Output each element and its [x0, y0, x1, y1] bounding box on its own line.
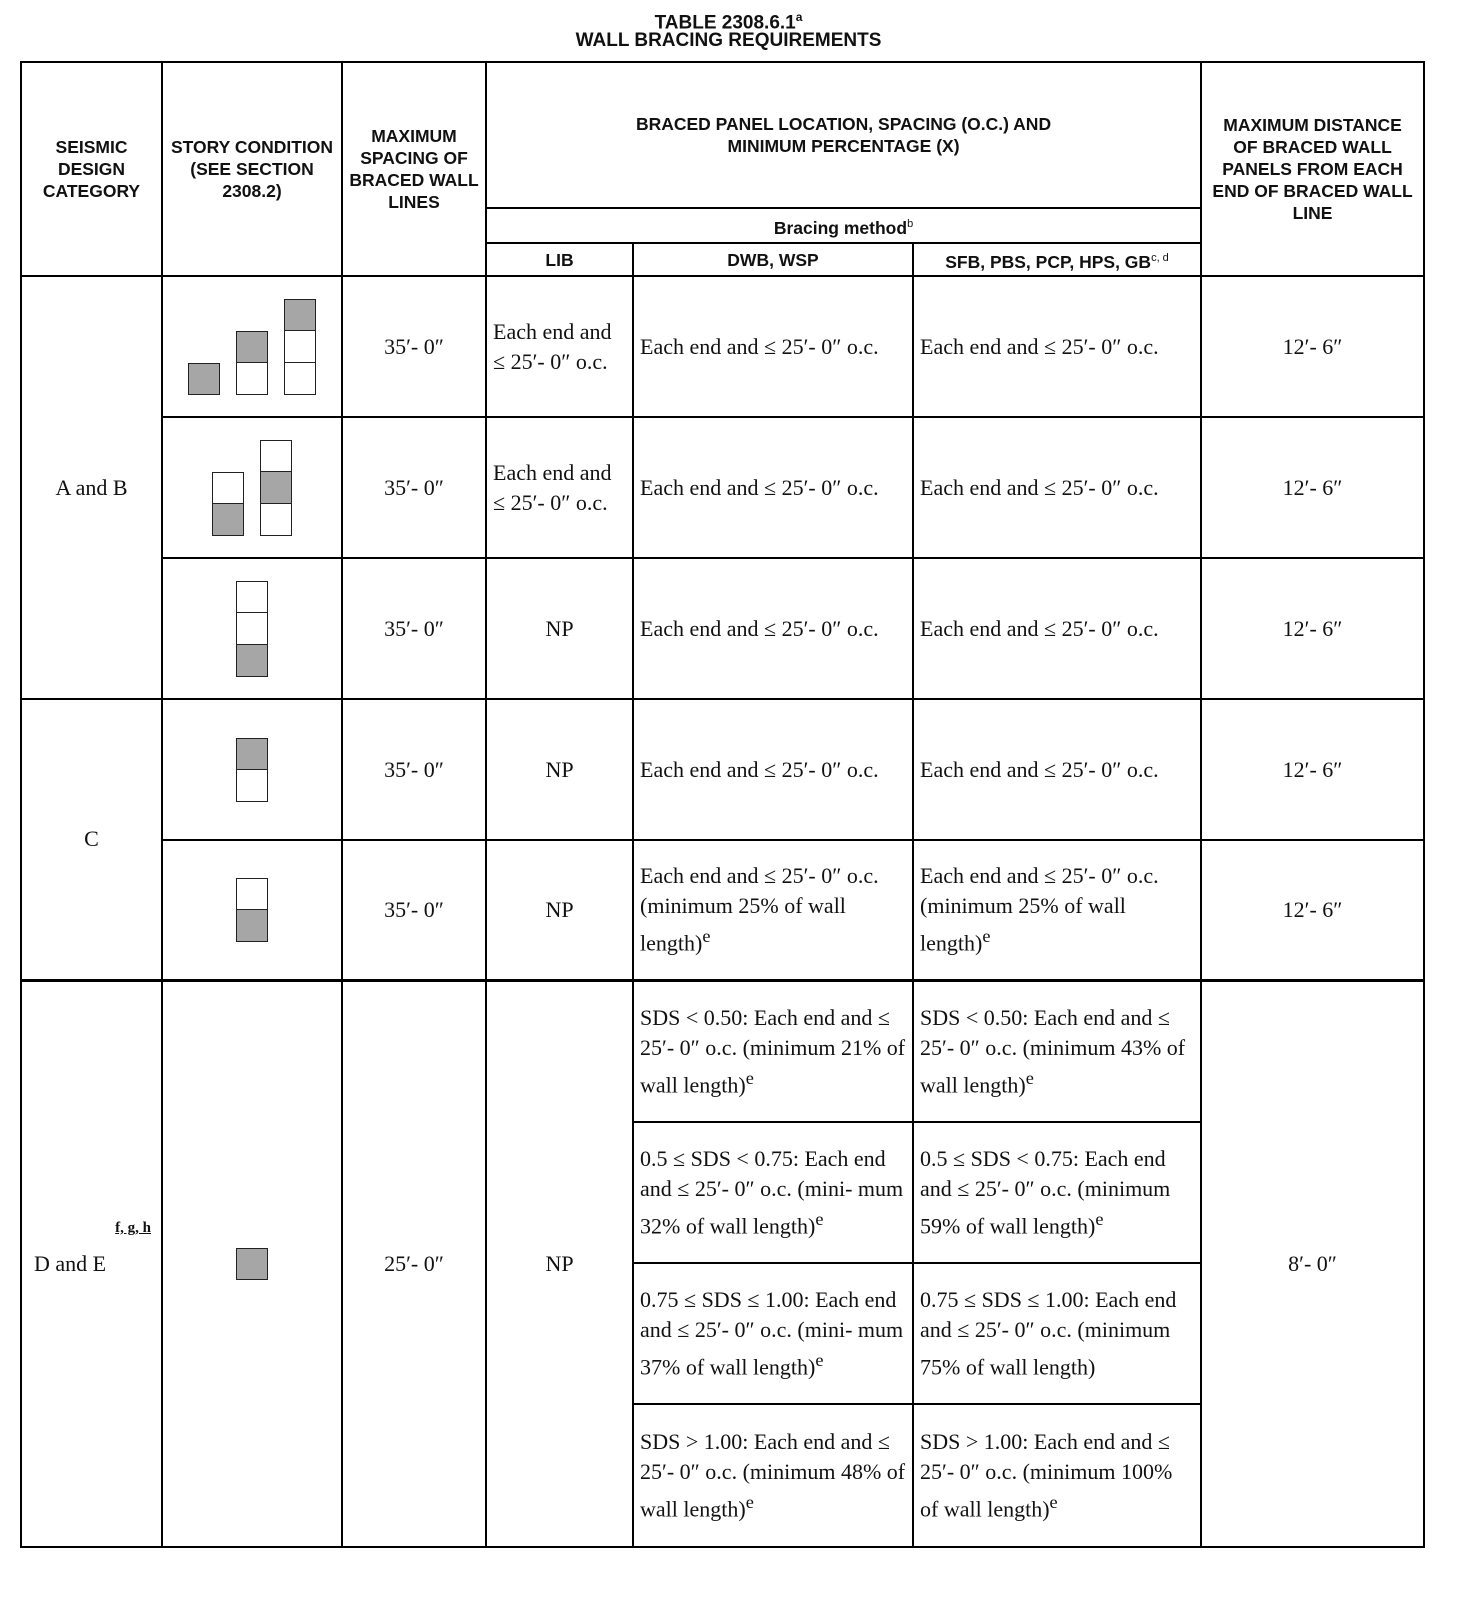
header-lib: LIB — [486, 243, 633, 276]
category-c: C — [21, 699, 162, 980]
wall-bracing-table — [20, 61, 1425, 1548]
bracing-method-label: Bracing method — [773, 217, 908, 238]
sfb-label: SFB, PBS, PCP, HPS, GB — [945, 251, 1152, 272]
story-one-floor-icon — [188, 363, 220, 395]
table-row — [21, 840, 1424, 980]
dwb-cell: Each end and ≤ 25′- 0″ o.c. — [633, 417, 913, 558]
sfb-cell — [913, 980, 1201, 1122]
sfb-footnote: c, d — [1151, 251, 1169, 264]
footnote-mark: e — [815, 1349, 824, 1370]
header-story-condition: STORY CONDITION (SEE SECTION 2308.2) — [162, 62, 342, 276]
category-a-and-b: A and B — [21, 276, 162, 699]
table-row — [21, 417, 1424, 558]
dwb-cell: Each end and ≤ 25′- 0″ o.c. — [633, 276, 913, 417]
footnote-mark: e — [815, 1208, 824, 1229]
story-condition-diagram — [162, 276, 342, 417]
dwb-text: Each end and ≤ 25′- 0″ o.c. (minimum 25% of wall length) — [640, 863, 879, 956]
dwb-text: 0.5 ≤ SDS < 0.75: Each end and ≤ 25′- 0″ o.c. (mini- mum 32% of wall length) — [640, 1145, 904, 1239]
story-two-floors-lower-icon — [212, 472, 244, 536]
story-two-floors-icon — [236, 331, 268, 395]
sfb-cell: Each end and ≤ 25′- 0″ o.c. — [913, 276, 1201, 417]
max-spacing-cell: 25′- 0″ — [342, 980, 486, 1547]
header-dwb-wsp: DWB, WSP — [633, 243, 913, 276]
header-seismic-category: SEISMIC DESIGN CATEGORY — [21, 62, 162, 276]
sfb-text: 0.75 ≤ SDS ≤ 1.00: Each end and ≤ 25′- 0″ o.c. (minimum 75% of wall length) — [920, 1286, 1177, 1380]
dwb-cell — [633, 1404, 913, 1547]
lib-cell: Each end and ≤ 25′- 0″ o.c. — [486, 276, 633, 417]
max-distance-cell: 12′- 6″ — [1201, 699, 1424, 840]
dwb-text: SDS > 1.00: Each end and ≤ 25′- 0″ o.c. (minimum 48% of wall length) — [640, 1428, 906, 1522]
category-footnotes: f, g, h — [115, 1219, 151, 1236]
max-spacing-cell: 35′- 0″ — [342, 558, 486, 699]
table-row — [21, 980, 1424, 1122]
story-condition-diagram — [162, 417, 342, 558]
lib-cell: NP — [486, 699, 633, 840]
dwb-cell — [633, 840, 913, 980]
max-distance-cell: 12′- 6″ — [1201, 417, 1424, 558]
header-braced-panel-location: BRACED PANEL LOCATION, SPACING (O.C.) AND MINIMUM PERCENTAGE (X) — [486, 62, 1201, 208]
max-distance-cell: 12′- 6″ — [1201, 840, 1424, 980]
story-one-floor-icon — [236, 1248, 268, 1280]
max-spacing-cell: 35′- 0″ — [342, 840, 486, 980]
header-max-spacing: MAXIMUM SPACING OF BRACED WALL LINES — [342, 62, 486, 276]
max-spacing-cell: 35′- 0″ — [342, 417, 486, 558]
lib-cell: NP — [486, 558, 633, 699]
story-condition-diagram — [162, 699, 342, 840]
table-row — [21, 699, 1424, 840]
story-condition-diagram — [162, 558, 342, 699]
header-max-distance: MAXIMUM DISTANCE OF BRACED WALL PANELS FROM EACH END OF BRACED WALL LINE — [1201, 62, 1424, 276]
sfb-text: SDS > 1.00: Each end and ≤ 25′- 0″ o.c. (minimum 100% of wall length) — [920, 1428, 1173, 1522]
story-condition-diagram — [162, 840, 342, 980]
header-bracing-method — [486, 208, 1201, 243]
story-three-floors-icon — [284, 299, 316, 395]
footnote-mark: e — [702, 926, 711, 947]
sfb-cell — [913, 1122, 1201, 1263]
story-two-floors-upper-icon — [236, 738, 268, 802]
table-row — [21, 276, 1424, 417]
dwb-cell — [633, 1263, 913, 1404]
sfb-cell — [913, 1404, 1201, 1547]
max-distance-cell: 12′- 6″ — [1201, 276, 1424, 417]
table-row — [21, 558, 1424, 699]
footnote-mark: e — [1095, 1208, 1104, 1229]
sfb-cell: Each end and ≤ 25′- 0″ o.c. — [913, 417, 1201, 558]
max-distance-cell: 8′- 0″ — [1201, 980, 1424, 1547]
sfb-cell — [913, 840, 1201, 980]
lib-cell: NP — [486, 980, 633, 1547]
sfb-text: SDS < 0.50: Each end and ≤ 25′- 0″ o.c. (minimum 43% of wall length) — [920, 1004, 1186, 1097]
category-d-and-e — [21, 980, 162, 1547]
max-spacing-cell: 35′- 0″ — [342, 276, 486, 417]
dwb-cell — [633, 980, 913, 1122]
footnote-mark: e — [745, 1067, 754, 1088]
dwb-cell: Each end and ≤ 25′- 0″ o.c. — [633, 558, 913, 699]
footnote-mark: e — [1025, 1067, 1034, 1088]
story-three-floors-middle-icon — [260, 440, 292, 536]
table-subtitle: WALL BRACING REQUIREMENTS — [575, 30, 882, 51]
story-three-floors-bottom-icon — [236, 581, 268, 677]
sfb-text: 0.5 ≤ SDS < 0.75: Each end and ≤ 25′- 0″ o.c. (minimum 59% of wall length) — [920, 1145, 1171, 1239]
bracing-method-footnote: b — [907, 217, 914, 230]
sfb-text: Each end and ≤ 25′- 0″ o.c. (minimum 25% of wall length) — [920, 863, 1159, 956]
dwb-text: SDS < 0.50: Each end and ≤ 25′- 0″ o.c. (minimum 21% of wall length) — [640, 1004, 906, 1097]
header-sfb-group — [913, 243, 1201, 276]
category-d-and-e-label: D and E — [34, 1250, 107, 1276]
title-footnote-mark: a — [795, 10, 803, 24]
dwb-cell — [633, 1122, 913, 1263]
sfb-cell: Each end and ≤ 25′- 0″ o.c. — [913, 558, 1201, 699]
story-condition-diagram — [162, 980, 342, 1547]
sfb-cell: Each end and ≤ 25′- 0″ o.c. — [913, 699, 1201, 840]
footnote-mark: e — [1049, 1491, 1058, 1512]
lib-cell: Each end and ≤ 25′- 0″ o.c. — [486, 417, 633, 558]
sfb-cell — [913, 1263, 1201, 1404]
max-distance-cell: 12′- 6″ — [1201, 558, 1424, 699]
story-two-floors-lower-icon — [236, 878, 268, 942]
max-spacing-cell: 35′- 0″ — [342, 699, 486, 840]
dwb-text: 0.75 ≤ SDS ≤ 1.00: Each end and ≤ 25′- 0″ o.c. (mini- mum 37% of wall length) — [640, 1286, 904, 1380]
dwb-cell: Each end and ≤ 25′- 0″ o.c. — [633, 699, 913, 840]
lib-cell: NP — [486, 840, 633, 980]
table-number: TABLE 2308.6.1 — [654, 12, 796, 34]
footnote-mark: e — [982, 926, 991, 947]
footnote-mark: e — [745, 1491, 754, 1512]
